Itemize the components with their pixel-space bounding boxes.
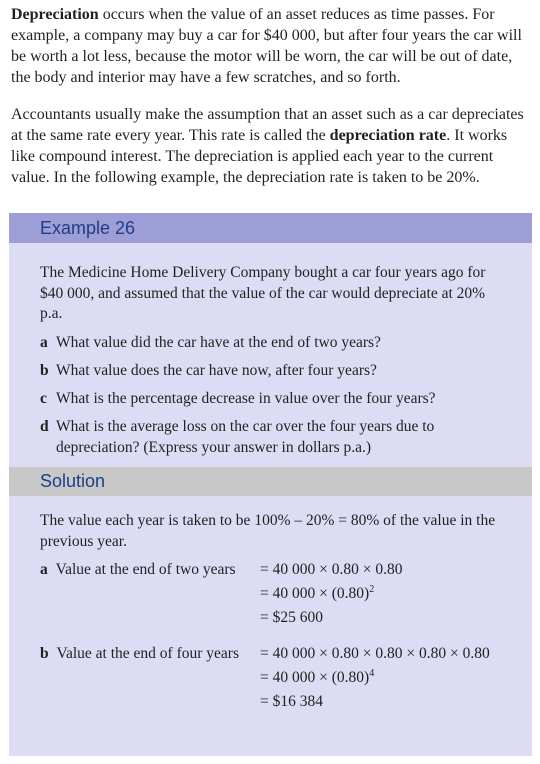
solution-label: a bbox=[40, 561, 48, 578]
intro-paragraph-2-text-a: Accountants usually make the assumption that an asset such as a car depreciates at the same rate every year. This rate is called the bbox=[11, 106, 524, 144]
solution-label: b bbox=[40, 645, 49, 662]
solution-b-exponent: 4 bbox=[369, 667, 375, 679]
question-label: a bbox=[40, 334, 48, 351]
solution-b-line-2-base: = 40 000 × (0.80) bbox=[260, 669, 370, 686]
solution-header bbox=[9, 467, 532, 496]
solution-b-line-3: = $16 384 bbox=[260, 693, 323, 710]
solution-title: Solution bbox=[40, 471, 106, 491]
question-text: What is the average loss on the car over the four years due to depreciation? (Express your answer in dollars p.a.) bbox=[56, 418, 435, 456]
solution-a-line-2-base: = 40 000 × (0.80) bbox=[260, 585, 370, 602]
example-title: Example 26 bbox=[40, 218, 136, 238]
question-c bbox=[40, 389, 510, 410]
solution-b-line-2 bbox=[260, 668, 374, 688]
term-depreciation-rate: depreciation rate bbox=[329, 127, 447, 144]
solution-a-exponent: 2 bbox=[369, 583, 375, 595]
example-box bbox=[9, 213, 532, 756]
solution-a-label-row bbox=[40, 560, 236, 580]
question-a bbox=[40, 333, 510, 354]
question-d bbox=[40, 417, 510, 458]
question-label: d bbox=[40, 418, 49, 435]
question-label: c bbox=[40, 390, 47, 407]
solution-b-label-row bbox=[40, 644, 239, 664]
question-label: b bbox=[40, 362, 49, 379]
intro-paragraph-2-text-b: . It works like compound interest. The depreciation is applied each year to the current value. In the following example, the depreciation rate is taken to be 20%. bbox=[11, 127, 508, 186]
solution-a-line-3: = $25 600 bbox=[260, 609, 323, 626]
solution-b-line-1: = 40 000 × 0.80 × 0.80 × 0.80 × 0.80 bbox=[260, 645, 490, 662]
intro-paragraph-1-text: occurs when the value of an asset reduces as time passes. For example, a company may buy a car for $40 000, but after four years the car will be worth a lot less, because the motor will be worn, the car will be out of date, the body and interior may have a few scratches, and so forth. bbox=[11, 6, 522, 86]
intro-paragraph-1 bbox=[11, 4, 533, 88]
example-intro: The Medicine Home Delivery Company bought a car four years ago for $40 000, and assumed that the value of the car would depreciate at 20% p.a. bbox=[40, 264, 486, 322]
question-b bbox=[40, 361, 510, 382]
solution-a-line-1: = 40 000 × 0.80 × 0.80 bbox=[260, 561, 403, 578]
solution-a-line-2 bbox=[260, 584, 374, 604]
question-text: What value does the car have now, after four years? bbox=[56, 362, 377, 379]
question-text: What is the percentage decrease in value over the four years? bbox=[56, 390, 436, 407]
example-header bbox=[9, 213, 532, 243]
solution-b-text: Value at the end of four years bbox=[56, 645, 239, 662]
solution-intro: The value each year is taken to be 100% – 20% = 80% of the value in the previous year. bbox=[40, 512, 496, 550]
solution-a-text: Value at the end of two years bbox=[55, 561, 236, 578]
intro-paragraph-2 bbox=[11, 104, 533, 188]
question-text: What value did the car have at the end of two years? bbox=[56, 334, 381, 351]
term-depreciation: Depreciation bbox=[11, 6, 99, 23]
